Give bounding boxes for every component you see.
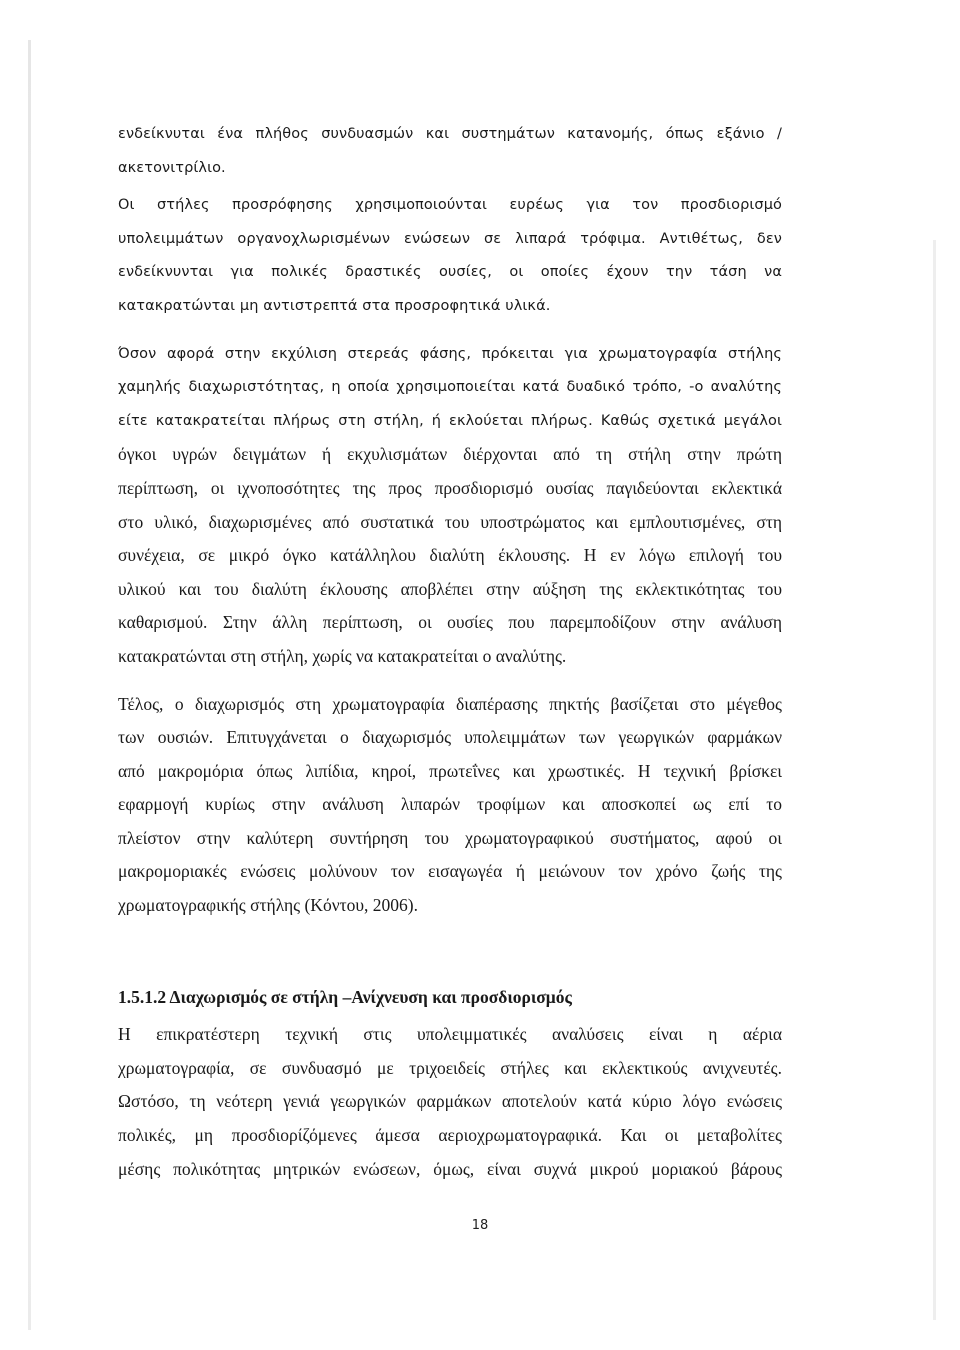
text-line: συνέχεια, σε μικρό όγκο κατάλληλου διαλύτη έκλουσης. Η εν λόγω επιλογή του	[118, 545, 782, 566]
paragraph-3	[118, 338, 782, 674]
page-number: 18	[471, 1218, 489, 1233]
text-line: κατακρατώνται μη αντιστρεπτά στα προσροφητικά υλικά.	[118, 297, 551, 314]
paragraph-1	[118, 118, 782, 185]
scan-edge-left	[28, 40, 31, 1330]
text-line: μακρομοριακές ενώσεις μολύνουν τον εισαγωγέα ή μειώνουν τον χρόνο ζωής της	[118, 861, 782, 882]
document-page	[118, 118, 782, 1186]
text-line: εφαρμογή κυρίως στην ανάλυση λιπαρών τροφίμων και αποσκοπεί ως επί το	[118, 794, 782, 815]
text-line: όγκοι υγρών δειγμάτων ή εκχυλισμάτων διέρχονται από τη στήλη στην πρώτη	[118, 444, 782, 465]
text-line: ακετονιτρίλιο.	[118, 159, 226, 176]
paragraph-2	[118, 189, 782, 323]
text-line: Τέλος, ο διαχωρισμός στη χρωματογραφία διαπέρασης πηκτής βασίζεται στο μέγεθος	[118, 693, 782, 714]
paragraph-4	[118, 688, 782, 923]
text-line: Οι στήλες προσρόφησης χρησιμοποιούνται ευρέως για τον προσδιορισμό	[118, 197, 782, 214]
text-line: είτε κατακρατείται πλήρως στη στήλη, ή εκλούεται πλήρως. Καθώς σχετικά μεγάλοι	[118, 412, 782, 429]
text-line: χαμηλής διαχωριστότητας, η οποία χρησιμοποιείται κατά δυαδικό τρόπο, -ο αναλύτης	[118, 379, 782, 396]
text-line: κατακρατώνται στη στήλη, χωρίς να κατακρατείται ο αναλύτης.	[118, 645, 567, 666]
text-line: πλείστον στην καλύτερη συντήρηση του χρωματογραφικού συστήματος, αφού οι	[118, 827, 782, 848]
paragraph-5	[118, 1018, 782, 1186]
text-line: υλικού και του διαλύτη έκλουσης αποβλέπει στην αύξηση της εκλεκτικότητας του	[118, 578, 782, 599]
text-line: στο υλικό, διαχωρισμένες από συστατικά του υποστρώματος και εμπλουτισμένες, στη	[118, 511, 782, 532]
text-line: περίπτωση, οι ιχνοποσότητες της προς προσδιορισμό ουσίας παγιδεύονται εκλεκτικά	[118, 477, 782, 498]
text-line: μέσης πολικότητας μητρικών ενώσεων, όμως, είναι συχνά μικρού μοριακού βάρους	[118, 1158, 782, 1179]
text-line: Η επικρατέστερη τεχνική στις υπολειμματικές αναλύσεις είναι η αέρια	[118, 1024, 782, 1045]
text-line: ενδείκνυνται για πολικές δραστικές ουσίες, οι οποίες έχουν την τάση να	[118, 264, 782, 281]
text-line: Ωστόσο, τη νεότερη γενιά γεωργικών φαρμάκων αποτελούν κατά κύριο λόγο ενώσεις	[118, 1091, 782, 1112]
text-line: χρωματογραφία, σε συνδυασμό με τριχοειδείς στήλες και εκλεκτικούς ανιχνευτές.	[118, 1057, 782, 1078]
text-line: πολικές, μη προσδιορίζόμενες άμεσα αεριοχρωματογραφικά. Και οι μεταβολίτες	[118, 1125, 782, 1146]
section-heading: 1.5.1.2 Διαχωρισμός σε στήλη –Ανίχνευση και προσδιορισμός	[118, 986, 572, 1007]
text-line: από μακρομόρια όπως λιπίδια, κηροί, πρωτεΐνες και χρωστικές. Η τεχνική βρίσκει	[118, 760, 782, 781]
text-line: των ουσιών. Επιτυγχάνεται ο διαχωρισμός υπολειμμάτων των γεωργικών φαρμάκων	[118, 727, 782, 748]
text-line: χρωματογραφικής στήλης (Κόντου, 2006).	[118, 895, 419, 916]
text-line: υπολειμμάτων οργανοχλωρισμένων ενώσεων σε λιπαρά τρόφιμα. Αντιθέτως, δεν	[118, 230, 782, 247]
text-line: καθαρισμού. Στην άλλη περίπτωση, οι ουσίες που παρεμποδίζουν στην ανάλυση	[118, 612, 782, 633]
scan-edge-right	[933, 240, 936, 1320]
text-line: ενδείκνυται ένα πλήθος συνδυασμών και συστημάτων κατανομής, όπως εξάνιο /	[118, 126, 782, 142]
text-line: Όσον αφορά στην εκχύλιση στερεάς φάσης, πρόκειται για χρωματογραφία στήλης	[118, 345, 782, 362]
